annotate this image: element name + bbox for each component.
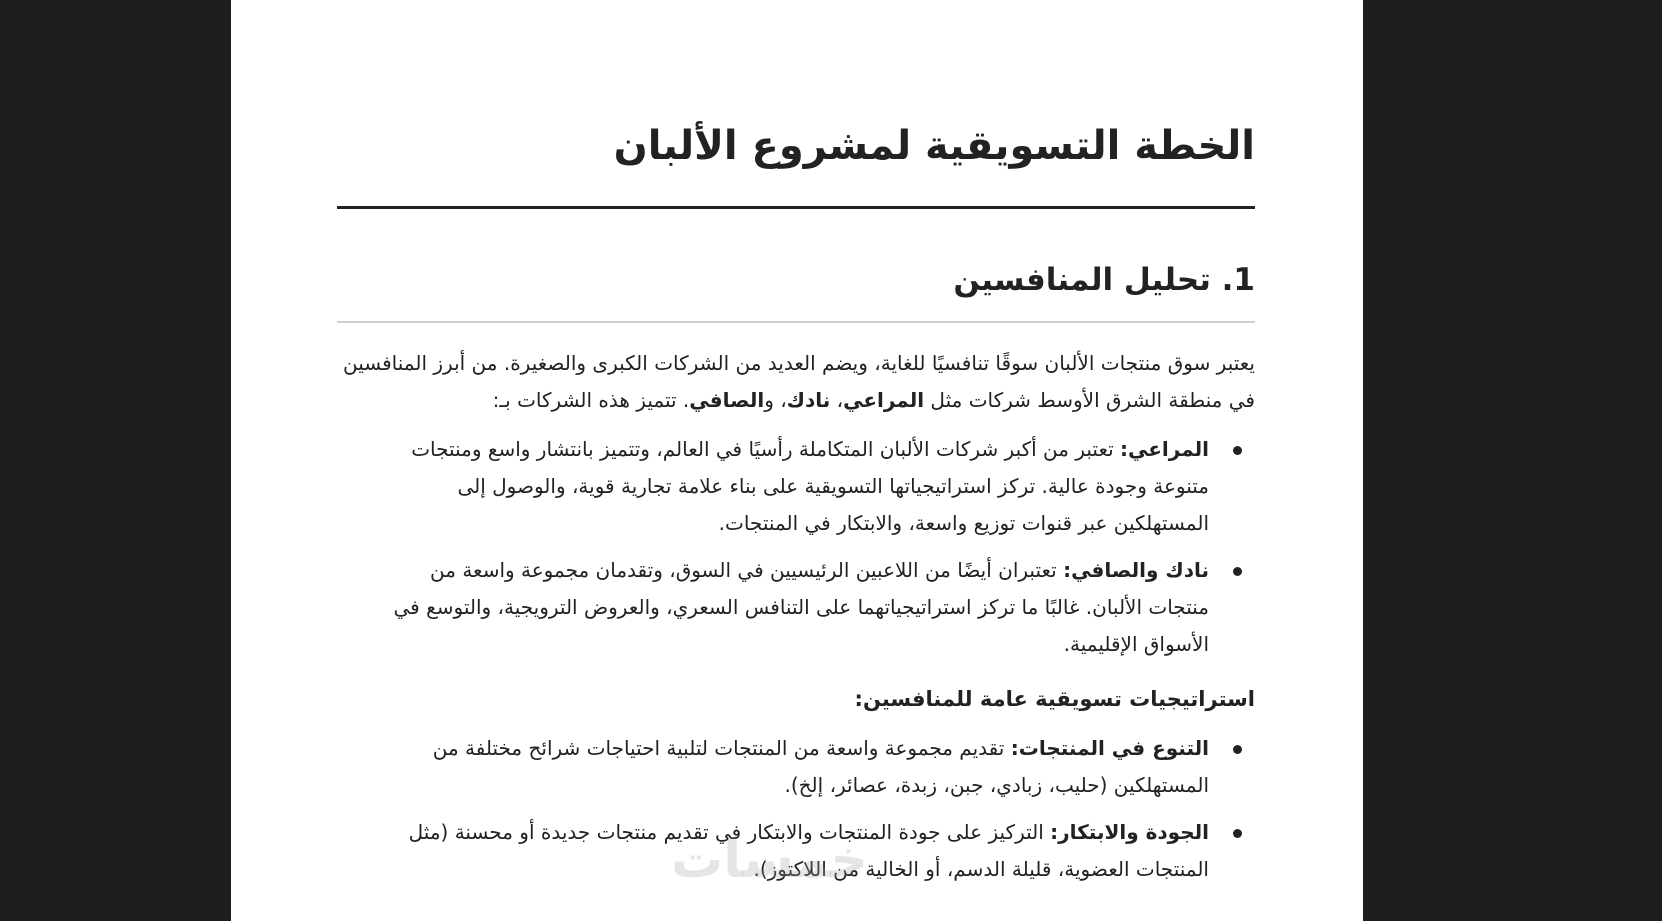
company-nadec: نادك <box>786 388 831 412</box>
page-title: الخطة التسويقية لمشروع الألبان <box>613 123 1255 169</box>
intro-text-end: . تتميز هذه الشركات بـ: <box>492 388 690 412</box>
document-page <box>231 0 1363 921</box>
title-divider <box>337 206 1255 209</box>
item-text: تقديم مجموعة واسعة من المنتجات لتلبية احتياجات شرائح مختلفة من المستهلكين (حليب، زبادي، جبن، زبدة، عصائر، إلخ). <box>432 736 1209 797</box>
separator: ، و <box>764 388 787 412</box>
watermark: خمسات <box>671 830 869 890</box>
item-text: التركيز على جودة المنتجات والابتكار في تقديم منتجات جديدة أو محسنة (مثل المنتجات العضوية، قليلة الدسم، أو الخالية من اللاكتوز). <box>408 820 1209 881</box>
item-text: تعتبران أيضًا من اللاعبين الرئيسيين في السوق، وتقدمان مجموعة واسعة من منتجات الألبان. غالبًا ما تركز استراتيجياتهما على التنافس السعري، والعروض الترويجية، والتوسع في الأسواق الإقليمية. <box>393 558 1209 656</box>
separator: ، <box>830 388 844 412</box>
item-term: المراعي: <box>1120 437 1209 461</box>
item-term: التنوع في المنتجات: <box>1010 736 1209 760</box>
section-heading: 1. تحليل المنافسين <box>953 262 1255 298</box>
company-almarai: المراعي <box>843 388 925 412</box>
list-item <box>337 730 1209 804</box>
strategies-list <box>337 730 1255 888</box>
item-term: الجودة والابتكار: <box>1050 820 1209 844</box>
intro-paragraph <box>337 345 1255 419</box>
competitors-list <box>337 431 1255 663</box>
section-body <box>337 345 1255 898</box>
intro-text: يعتبر سوق منتجات الألبان سوقًا تنافسيًا للغاية، ويضم العديد من الشركات الكبرى والصغيرة. من أبرز المنافسين في منطقة الشرق الأوسط شركات مثل <box>343 351 1255 412</box>
section-divider <box>337 321 1255 323</box>
company-alsafi: الصافي <box>689 388 765 412</box>
list-item <box>337 552 1209 663</box>
list-item <box>337 814 1209 888</box>
item-term: نادك والصافي: <box>1063 558 1209 582</box>
item-text: تعتبر من أكبر شركات الألبان المتكاملة رأسيًا في العالم، وتتميز بانتشار واسع ومنتجات متنوعة وجودة عالية. تركز استراتيجياتها التسويقية على بناء علامة تجارية قوية، والوصول إلى المستهلكين عبر قنوات توزيع واسعة، والابتكار في المنتجات. <box>411 437 1209 535</box>
list-item <box>337 431 1209 542</box>
subheading: استراتيجيات تسويقية عامة للمنافسين: <box>854 687 1255 711</box>
